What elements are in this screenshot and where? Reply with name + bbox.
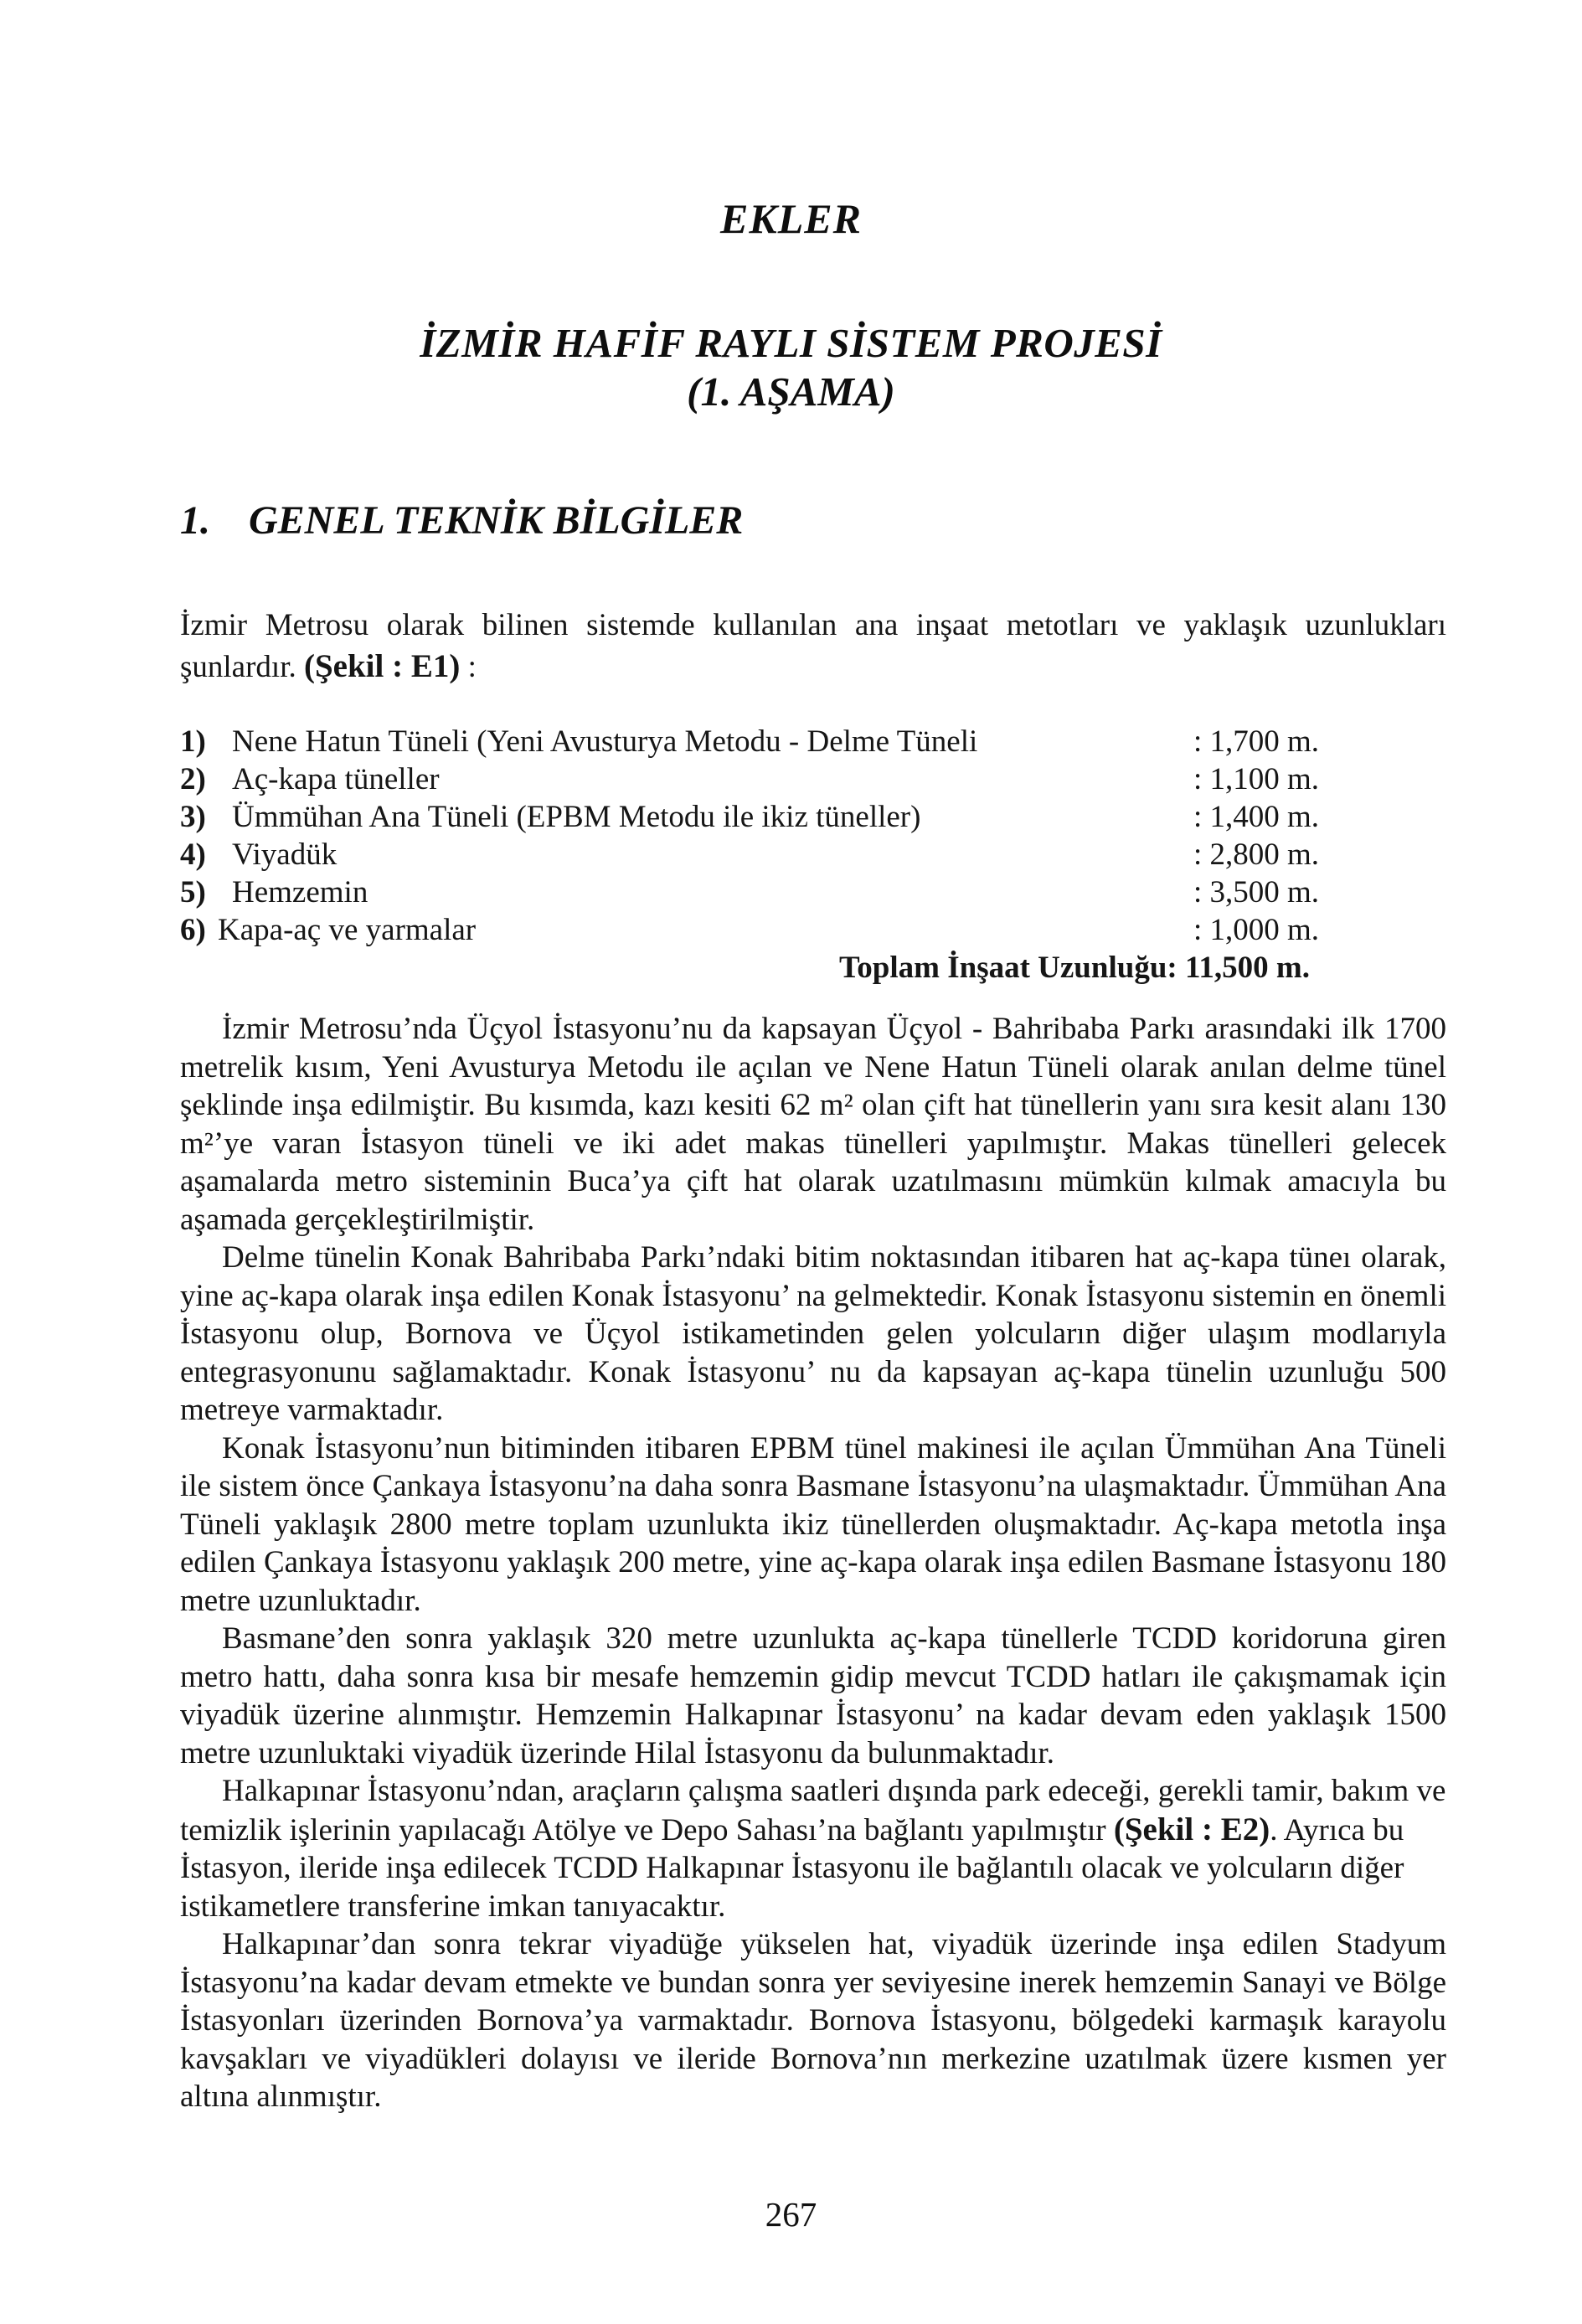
total-construction-length: Toplam İnşaat Uzunluğu: 11,500 m. [839, 951, 1310, 985]
list-item-label: Viyadük [232, 837, 338, 872]
paragraph-ummuhan-tunnel: Konak İstasyonu’nun bitiminden itibaren EPBM tünel makinesi ile açılan Ümmühan Ana Tüneli ile sistem önce Çankaya İstasyonu’na daha sonra Basmane İstasyonu’na ulaşmaktadır. Ümmühan Ana Tüneli yaklaşık 2800 metre toplam uzunlukta ikiz tünellerden oluşmaktadır. Aç-kapa metotla inşa edilen Çankaya İstasyonu yaklaşık 200 metre, yine aç-kapa olarak inşa edilen Basmane İstasyonu 180 metre uzunluktadır. [180, 1430, 1446, 1618]
paragraph-lead: Halkapınar İstasyonu’ndan, araçların çalışma saatleri dışında park edeceği, gerekli tamir, bakım ve temizlik işlerinin yapılacağı Atölye ve Depo Sahası’na bağlantı yapılmıştır [180, 1774, 1446, 1847]
list-item-number: 3) [180, 800, 206, 834]
paragraph-bornova: Halkapınar’dan sonra tekrar viyadüğe yükselen hat, viyadük üzerinde inşa edilen Stadyum İstasyonu’na kadar devam etmekte ve bundan sonra yer seviyesine inerek hemzemin Sanayi ve Bölge İstasyonları üzerinden Bornova’ya varmaktadır. Bornova İstasyonu, bölgedeki karmaşık karayolu kavşakları ve viyadükleri dolayısı ve ileride Bornova’nın merkezine uzatılmak üzere kısmen yer altına alınmıştır. [180, 1927, 1446, 2114]
list-item-number: 4) [180, 837, 206, 872]
section-title: GENEL TEKNİK BİLGİLER [249, 498, 744, 543]
list-item-number: 6) [180, 913, 206, 947]
list-item-length: : 1,700 m. [1193, 724, 1320, 759]
list-item-label: Ümmühan Ana Tüneli (EPBM Metodu ile ikiz tüneller) [232, 800, 921, 834]
document-title: İZMİR HAFİF RAYLI SİSTEM PROJESİ [420, 320, 1162, 366]
list-item-number: 2) [180, 762, 206, 796]
page-number: 267 [765, 2195, 817, 2234]
body-column [180, 605, 1446, 2116]
list-item [180, 798, 1446, 836]
paragraph-nene-hatun-tunnel: İzmir Metrosu’nda Üçyol İstasyonu’nu da kapsayan Üçyol - Bahribaba Parkı arasındaki ilk 1700 metrelik kısım, Yeni Avusturya Metodu ile açılan ve Nene Hatun Tüneli olarak anılan delme tünel şeklinde inşa edilmiştir. Bu kısımda, kazı kesiti 62 m² olan çift hat tünellerin yanı sıra kesit alanı 130 m²’ye varan İstasyon tüneli ve iki adet makas tünelleri yapılmıştır. Makas tünelleri gelecek aşamalarda metro sisteminin Buca’ya çift hat olarak uzatılmasını mümkün kılmak amacıyla bu aşamada gerçekleştirilmiştir. [180, 1012, 1446, 1237]
paragraph-basmane-viaduct: Basmane’den sonra yaklaşık 320 metre uzunlukta aç-kapa tünellerle TCDD koridoruna giren metro hattı, daha sonra kısa bir mesafe hemzemin gidip mevcut TCDD hatları ile çakışmamak için viyadük üzerine alınmıştır. Hemzemin Halkapınar İstasyonu’ na kadar devam eden yaklaşık 1500 metre uzunluktaki viyadük üzerinde Hilal İstasyonu da bulunmaktadır. [180, 1621, 1446, 1770]
list-item-length: : 1,400 m. [1193, 800, 1320, 834]
list-item-label: Aç-kapa tüneller [232, 762, 440, 796]
paragraph-tail: . Ayrıca bu İstasyon, ileride inşa edilecek TCDD Halkapınar İstasyonu ile bağlantılı olacak ve yolcuların diğer istikametlere transferine imkan tanıyacaktır. [180, 1812, 1404, 1924]
construction-methods-list [180, 723, 1446, 987]
document-subtitle: (1. AŞAMA) [687, 368, 895, 415]
paragraph-konak-station: Delme tünelin Konak Bahribaba Parkı’ndaki bitim noktasından itibaren hat aç-kapa tüneı olarak, yine aç-kapa olarak inşa edilen Konak İstasyonu’ na gelmektedir. Konak İstasyonu sistemin en önemli İstasyonu olup, Bornova ve Üçyol istikametinden gelen yolcuların diğer ulaşım modlarıyla entegrasyonunu sağlamaktadır. Konak İstasyonu’ nu da kapsayan aç-kapa tünelin uzunluğu 500 metreye varmaktadır. [180, 1240, 1446, 1427]
list-item [180, 723, 1446, 760]
list-item [180, 911, 1446, 949]
list-item-label: Hemzemin [232, 875, 368, 910]
list-item-label: Nene Hatun Tüneli (Yeni Avusturya Metodu - Delme Tüneli [232, 724, 978, 759]
appendix-heading: EKLER [720, 195, 862, 242]
list-item [180, 873, 1446, 911]
figure-reference-e2: (Şekil : E2) [1113, 1811, 1270, 1847]
figure-reference-e1: (Şekil : E1) [303, 648, 461, 684]
list-item-length: : 3,500 m. [1193, 875, 1320, 910]
intro-lead: İzmir Metrosu olarak bilinen sistemde kullanılan ana inşaat metotları ve yaklaşık uzunlukları şunlardır. [180, 608, 1446, 684]
body-text [180, 1010, 1446, 2116]
section-number: 1. [180, 498, 210, 543]
list-item-length: : 1,100 m. [1193, 762, 1320, 796]
list-item-number: 5) [180, 875, 206, 910]
list-item [180, 836, 1446, 873]
list-item-label: Kapa-aç ve yarmalar [218, 913, 477, 947]
list-item-length: : 1,000 m. [1193, 913, 1320, 947]
intro-tail: : [460, 650, 477, 684]
paragraph-halkapinar-depot [180, 1772, 1446, 1925]
list-item [180, 760, 1446, 798]
section-heading [180, 497, 743, 544]
list-item-length: : 2,800 m. [1193, 837, 1320, 872]
intro-paragraph [180, 605, 1446, 688]
list-item-number: 1) [180, 724, 206, 759]
